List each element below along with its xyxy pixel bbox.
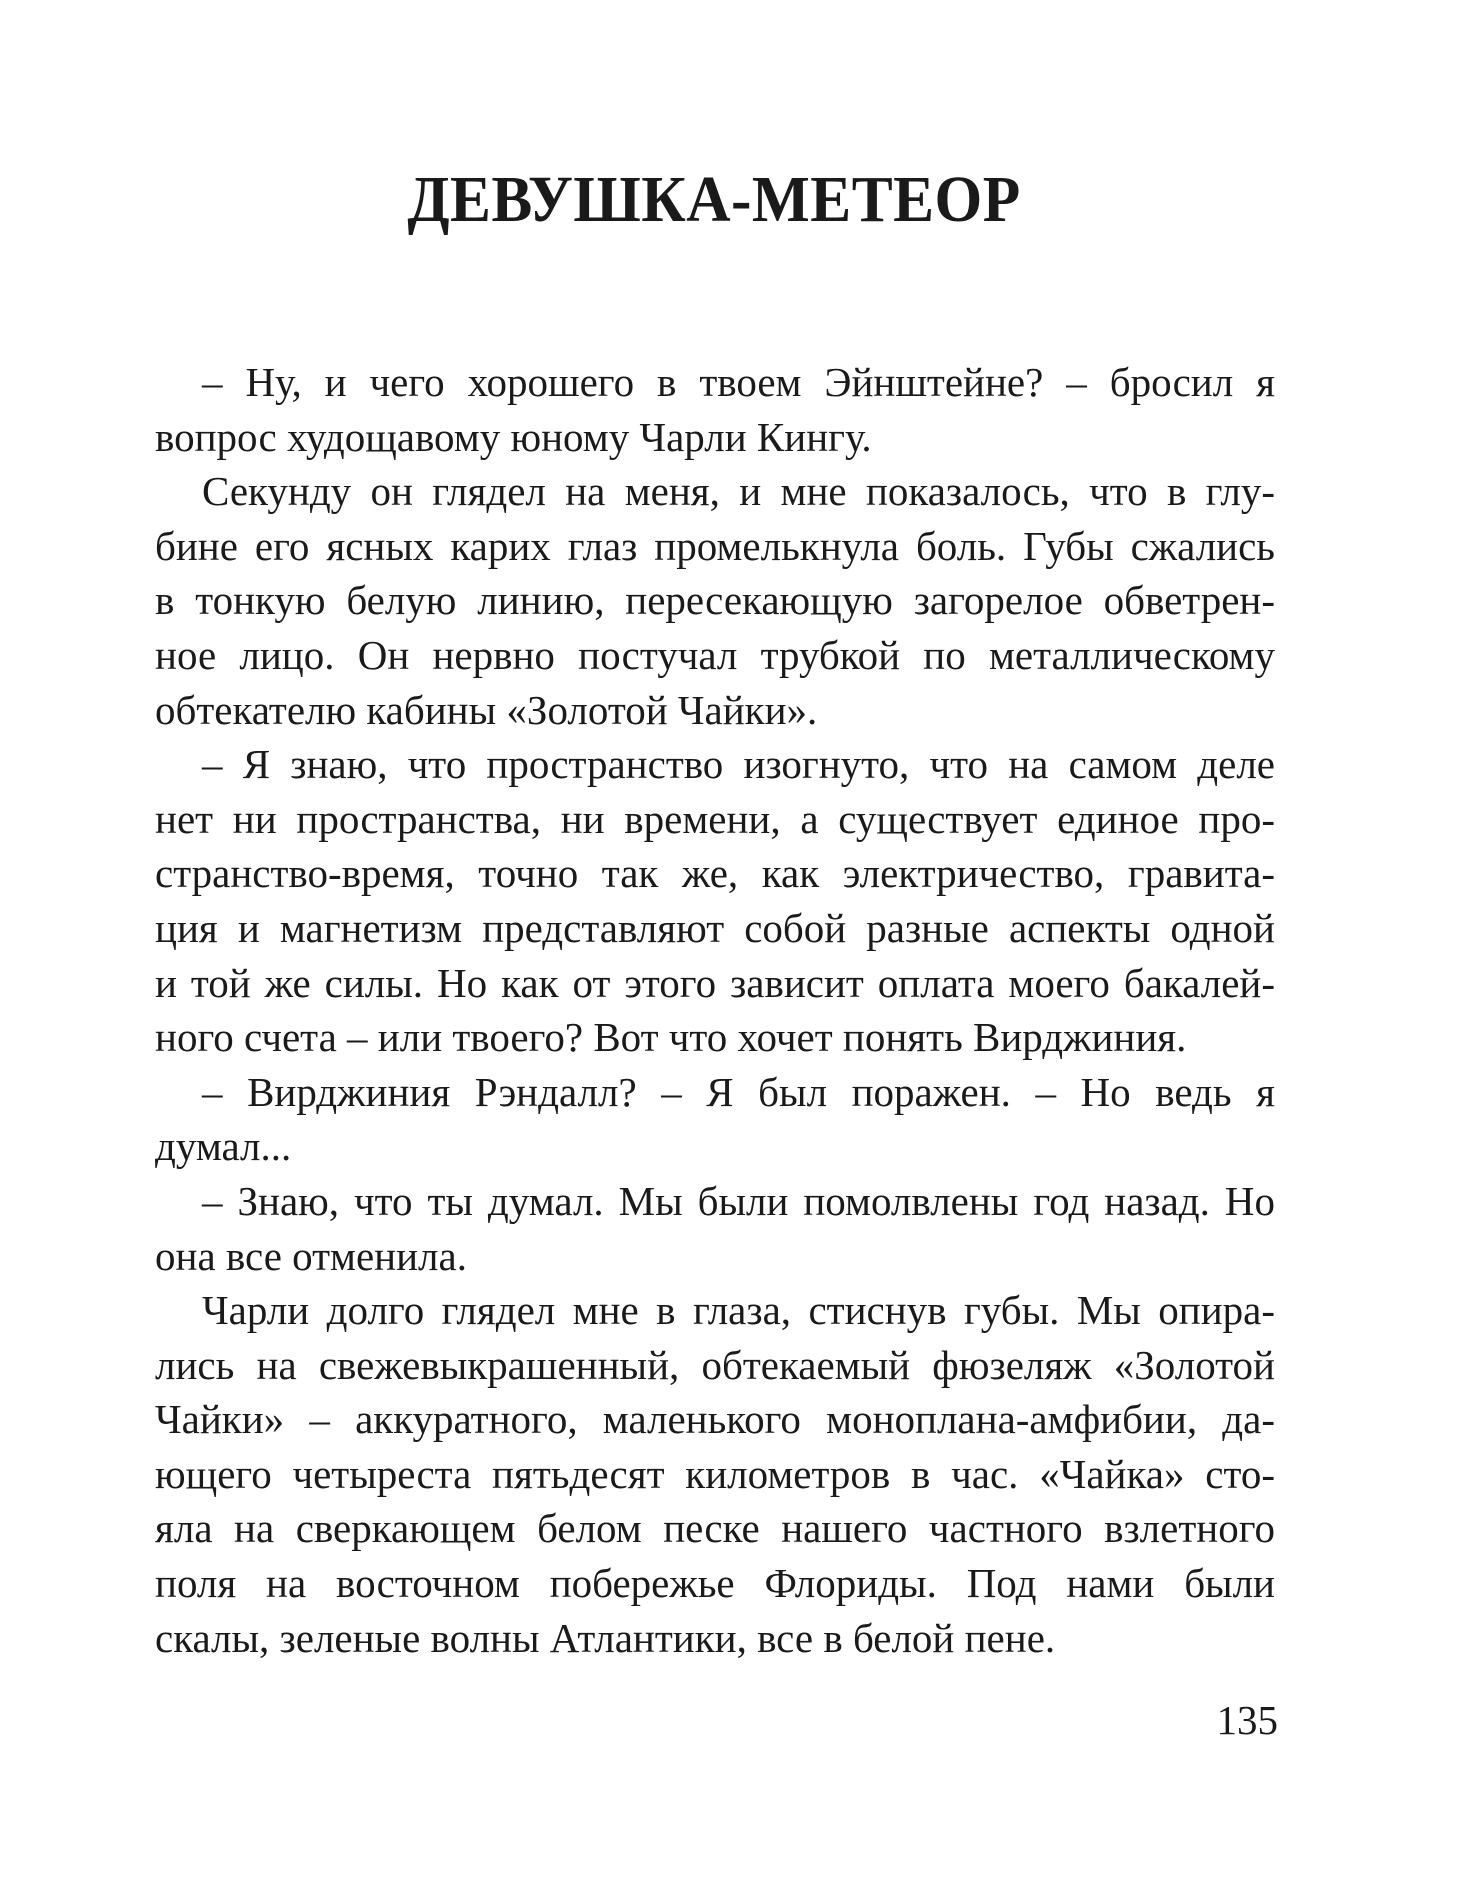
text-line: – Вирджиния Рэндалл? – Я был поражен. – Но ведь я bbox=[202, 1068, 1275, 1115]
page-number: 135 bbox=[1216, 1697, 1278, 1743]
text-line: скалы, зеленые волны Атлантики, все в белой пене. bbox=[155, 1614, 1056, 1661]
text-line: Секунду он глядел на меня, и мне показалось, что в глу- bbox=[202, 468, 1275, 515]
text-line: ющего четыреста пятьдесят километров в час. «Чайка» сто- bbox=[155, 1450, 1275, 1497]
paragraph bbox=[155, 737, 1275, 1065]
text-line: поля на восточном побережье Флориды. Под нами были bbox=[155, 1560, 1275, 1607]
text-line: нет ни пространства, ни времени, а существует единое про- bbox=[155, 795, 1275, 842]
body-text bbox=[155, 355, 1275, 1665]
paragraph bbox=[155, 1065, 1275, 1174]
text-line: странство-время, точно так же, как электричество, гравита- bbox=[155, 850, 1275, 897]
text-line: ное лицо. Он нервно постучал трубкой по металлическому bbox=[155, 631, 1275, 678]
chapter-title: ДЕВУШКА-МЕТЕОР bbox=[407, 163, 1021, 236]
text-line: лись на свежевыкрашенный, обтекаемый фюзеляж «Золотой bbox=[155, 1341, 1275, 1388]
text-line: Чайки» – аккуратного, маленького моноплана-амфибии, да- bbox=[155, 1396, 1275, 1443]
text-line: – Я знаю, что пространство изогнуто, что на самом деле bbox=[202, 741, 1275, 788]
text-line: ного счета – или твоего? Вот что хочет понять Вирджиния. bbox=[155, 1014, 1187, 1061]
text-line: вопрос худощавому юному Чарли Кингу. bbox=[155, 413, 872, 460]
paragraph bbox=[155, 1174, 1275, 1283]
text-line: Чарли долго глядел мне в глаза, стиснув губы. Мы опира- bbox=[202, 1287, 1275, 1334]
text-line: бине его ясных карих глаз промелькнула боль. Губы сжались bbox=[155, 522, 1275, 569]
paragraph bbox=[155, 355, 1275, 464]
paragraph bbox=[155, 464, 1275, 737]
text-line: – Знаю, что ты думал. Мы были помолвлены год назад. Но bbox=[202, 1177, 1275, 1224]
text-line: и той же силы. Но как от этого зависит оплата моего бакалей- bbox=[155, 959, 1275, 1006]
text-line: думал... bbox=[155, 1123, 292, 1170]
text-line: в тонкую белую линию, пересекающую загорелое обветрен- bbox=[155, 577, 1275, 624]
text-line: – Ну, и чего хорошего в твоем Эйнштейне? – бросил я bbox=[202, 359, 1275, 405]
text-line: ция и магнетизм представляют собой разные аспекты одной bbox=[155, 904, 1275, 951]
paragraph bbox=[155, 1283, 1275, 1665]
text-line: она все отменила. bbox=[155, 1232, 467, 1279]
text-line: яла на сверкающем белом песке нашего частного взлетного bbox=[155, 1505, 1275, 1552]
text-line: обтекателю кабины «Золотой Чайки». bbox=[155, 686, 818, 733]
